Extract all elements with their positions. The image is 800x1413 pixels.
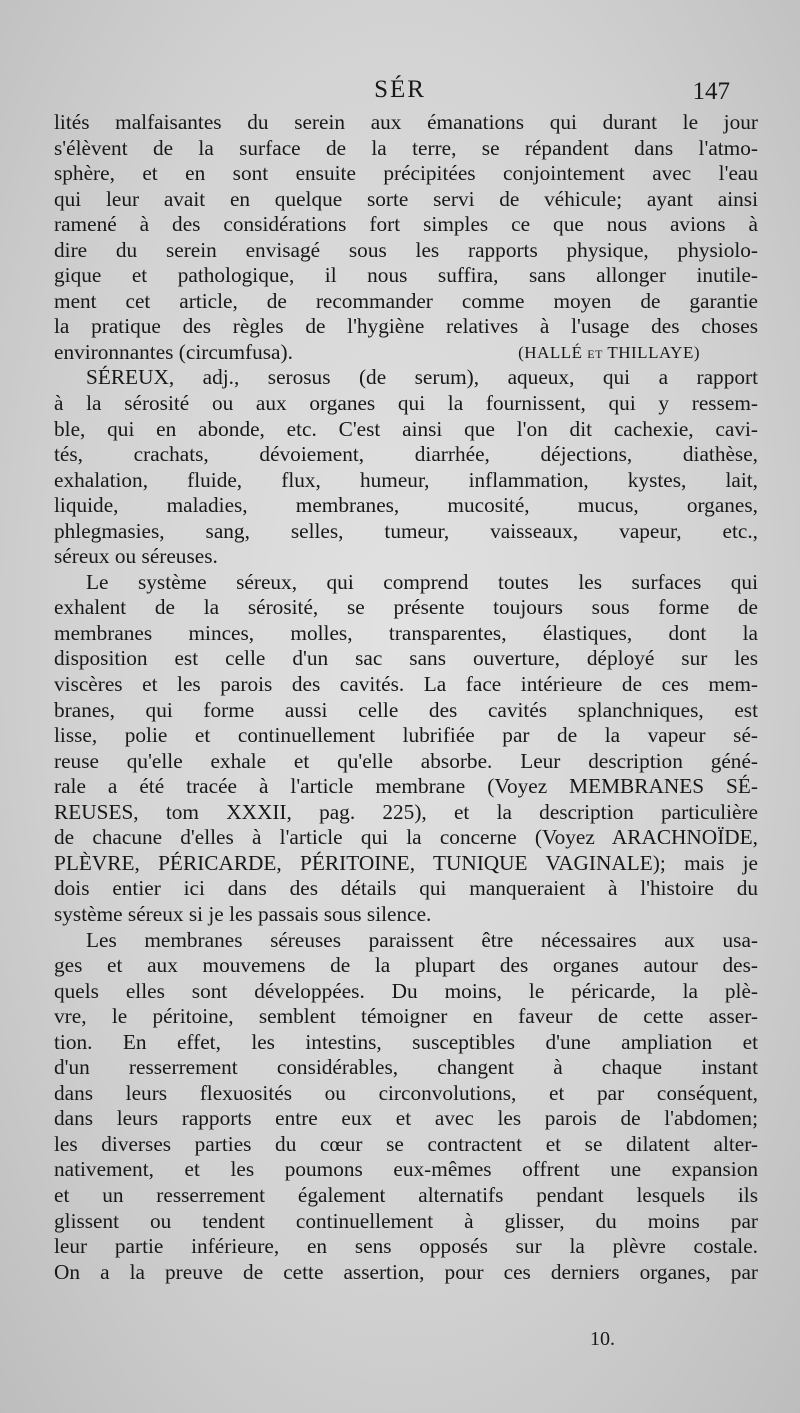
paragraph-start-line: Le système séreux, qui comprend toutes les surfaces qui xyxy=(86,569,758,594)
text-line: sphère, et en sont ensuite précipitées conjointement avec l'eau xyxy=(54,161,758,186)
text-line: s'élèvent de la surface de la terre, se répandent dans l'atmo- xyxy=(54,135,758,160)
text-line: On a la preuve de cette assertion, pour ces derniers organes, par xyxy=(54,1259,758,1284)
author-attribution: (HALLÉ et THILLAYE) xyxy=(518,342,700,362)
text-line: séreux ou séreuses. xyxy=(54,544,218,569)
text-line: rale a été tracée à l'article membrane (Voyez MEMBRANES SÉ- xyxy=(54,774,758,799)
text-line: leur partie inférieure, en sens opposés sur la plèvre costale. xyxy=(54,1234,758,1259)
text-line: dans leurs flexuosités ou circonvolutions, et par conséquent, xyxy=(54,1080,758,1105)
text-line: reuse qu'elle exhale et qu'elle absorbe. Leur description géné- xyxy=(54,748,758,773)
text-line: qui leur avait en quelque sorte servi de véhicule; ayant ainsi xyxy=(54,186,758,211)
text-line: la pratique des règles de l'hygiène relatives à l'usage des choses xyxy=(54,314,758,339)
text-line: tés, crachats, dévoiement, diarrhée, déjections, diathèse, xyxy=(54,442,758,467)
text-line: liquide, maladies, membranes, mucosité, mucus, organes, xyxy=(54,493,758,518)
text-line: REUSES, tom XXXII, pag. 225), et la description particulière xyxy=(54,799,758,824)
text-line: disposition est celle d'un sac sans ouverture, déployé sur les xyxy=(54,646,758,671)
text-line: lités malfaisantes du serein aux émanations qui durant le jour xyxy=(54,110,758,134)
text-line: glissent ou tendent continuellement à glisser, du moins par xyxy=(54,1208,758,1233)
text-line: ramené à des considérations fort simples ce que nous avions à xyxy=(54,212,758,237)
text-line: PLÈVRE, PÉRICARDE, PÉRITOINE, TUNIQUE VAGINALE); mais je xyxy=(54,850,758,875)
text-line: viscères et les parois des cavités. La face intérieure de ces mem- xyxy=(54,672,758,697)
text-line: exhalent de la sérosité, se présente toujours sous forme de xyxy=(54,595,758,620)
text-line: phlegmasies, sang, selles, tumeur, vaisseaux, vapeur, etc., xyxy=(54,518,758,543)
text-line: exhalation, fluide, flux, humeur, inflammation, kystes, lait, xyxy=(54,467,758,492)
running-head xyxy=(0,76,800,108)
text-line: et un resserrement également alternatifs pendant lesquels ils xyxy=(54,1182,758,1207)
text-line: de chacune d'elles à l'article qui la concerne (Voyez ARACHNOÏDE, xyxy=(54,825,758,850)
text-line-with-attribution xyxy=(54,340,758,366)
text-line: gique et pathologique, il nous suffira, sans allonger inutile- xyxy=(54,263,758,288)
text-line: tion. En effet, les intestins, susceptibles d'une ampliation et xyxy=(54,1029,758,1054)
text-line: membranes minces, molles, transparentes, élastiques, dont la xyxy=(54,620,758,645)
entry-heading-line: SÉREUX, adj., serosus (de serum), aqueux, qui a rapport xyxy=(86,365,758,390)
body-text xyxy=(54,110,758,1285)
text-line: ment cet article, de recommander comme moyen de garantie xyxy=(54,288,758,313)
paragraph-start-line: Les membranes séreuses paraissent être nécessaires aux usa- xyxy=(86,927,758,952)
text-line: ble, qui en abonde, etc. C'est ainsi que l'on dit cachexie, cavi- xyxy=(54,416,758,441)
text-line: lisse, polie et continuellement lubrifiée par de la vapeur sé- xyxy=(54,723,758,748)
text-line: ges et aux mouvemens de la plupart des organes autour des- xyxy=(54,953,758,978)
text-line: branes, qui forme aussi celle des cavités splanchniques, est xyxy=(54,697,758,722)
running-head-title: SÉR xyxy=(374,76,426,103)
text-line: vre, le péritoine, semblent témoigner en faveur de cette asser- xyxy=(54,1004,758,1029)
page-number: 147 xyxy=(692,78,730,105)
text-line: environnantes (circumfusa). xyxy=(54,339,293,364)
text-line: à la sérosité ou aux organes qui la fournissent, qui y ressem- xyxy=(54,391,758,416)
text-line: dans leurs rapports entre eux et avec les parois de l'abdomen; xyxy=(54,1106,758,1131)
text-line: d'un resserrement considérables, changent à chaque instant xyxy=(54,1055,758,1080)
text-line: les diverses parties du cœur se contractent et se dilatent alter- xyxy=(54,1131,758,1156)
text-line: dire du serein envisagé sous les rapports physique, physiolo- xyxy=(54,237,758,262)
text-line: quels elles sont développées. Du moins, le péricarde, la plè- xyxy=(54,978,758,1003)
text-line: dois entier ici dans des détails qui manqueraient à l'histoire du xyxy=(54,876,758,901)
text-line: système séreux si je les passais sous silence. xyxy=(54,901,432,926)
signature-mark: 10. xyxy=(590,1328,615,1350)
text-line: nativement, et les poumons eux-mêmes offrent une expansion xyxy=(54,1157,758,1182)
